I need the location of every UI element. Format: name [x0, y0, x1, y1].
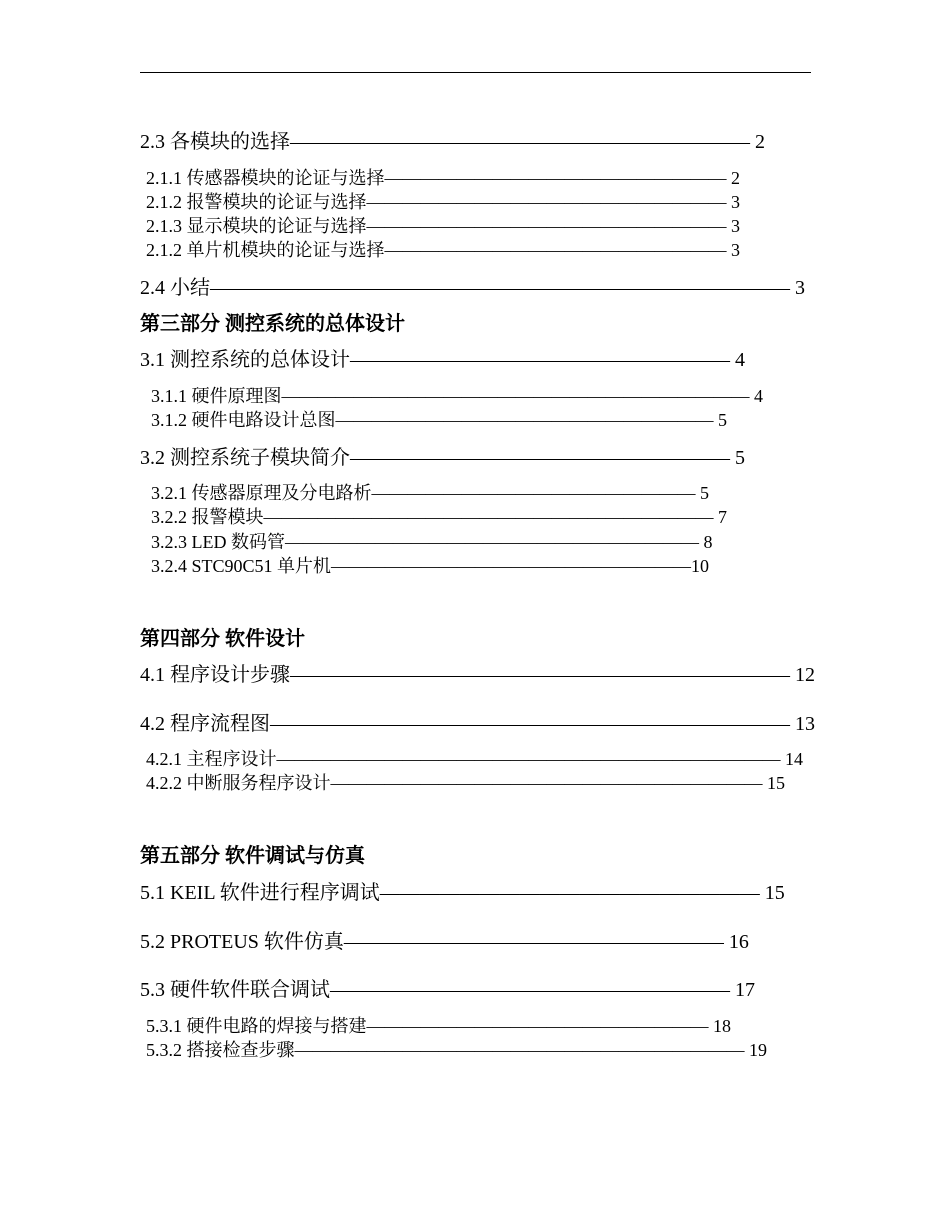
toc-entry-3-1-1: 3.1.1 硬件原理图—————————————————————————— 4 — [151, 386, 763, 406]
toc-entry-5-3-1: 5.3.1 硬件电路的焊接与搭建——————————————————— 18 — [146, 1016, 731, 1036]
toc-heading-part-3: 第三部分 测控系统的总体设计 — [140, 313, 405, 335]
toc-entry-2-1-1: 2.1.1 传感器模块的论证与选择——————————————————— 2 — [146, 168, 740, 188]
toc-entry-4-1: 4.1 程序设计步骤————————————————————————— 12 — [140, 664, 815, 686]
toc-entry-5-3-2: 5.3.2 搭接检查步骤————————————————————————— 19 — [146, 1040, 767, 1060]
toc-entry-4-2-2: 4.2.2 中断服务程序设计———————————————————————— 15 — [146, 773, 785, 793]
toc-heading-part-4: 第四部分 软件设计 — [140, 628, 305, 650]
toc-entry-2-1-2: 2.1.2 报警模块的论证与选择———————————————————— 3 — [146, 192, 740, 212]
toc-entry-3-1: 3.1 测控系统的总体设计——————————————————— 4 — [140, 349, 745, 371]
toc-heading-part-5: 第五部分 软件调试与仿真 — [140, 845, 365, 867]
toc-entry-3-2-3: 3.2.3 LED 数码管——————————————————————— 8 — [151, 532, 713, 552]
toc-entry-3-2-4: 3.2.4 STC90C51 单片机————————————————————10 — [151, 556, 710, 576]
toc-entry-5-3: 5.3 硬件软件联合调试———————————————————— 17 — [140, 979, 755, 1001]
toc-entry-3-1-2: 3.1.2 硬件电路设计总图————————————————————— 5 — [151, 410, 727, 430]
toc-entry-3-2: 3.2 测控系统子模块简介——————————————————— 5 — [140, 447, 745, 469]
toc-entry-2-4: 2.4 小结————————————————————————————— 3 — [140, 277, 805, 299]
toc-entry-3-2-1: 3.2.1 传感器原理及分电路析—————————————————— 5 — [151, 483, 709, 503]
toc-entry-5-1: 5.1 KEIL 软件进行程序调试——————————————————— 15 — [140, 882, 785, 904]
toc-entry-3-2-2: 3.2.2 报警模块————————————————————————— 7 — [151, 507, 727, 527]
toc-entry-5-2: 5.2 PROTEUS 软件仿真——————————————————— 16 — [140, 931, 749, 953]
toc-entry-2-1-2b: 2.1.2 单片机模块的论证与选择——————————————————— 3 — [146, 240, 740, 260]
toc-entry-4-2: 4.2 程序流程图—————————————————————————— 13 — [140, 713, 815, 735]
toc-entry-2-3: 2.3 各模块的选择——————————————————————— 2 — [140, 131, 765, 153]
toc-entry-4-2-1: 4.2.1 主程序设计———————————————————————————— 14 — [146, 749, 803, 769]
toc-entry-2-1-3: 2.1.3 显示模块的论证与选择———————————————————— 3 — [146, 216, 740, 236]
